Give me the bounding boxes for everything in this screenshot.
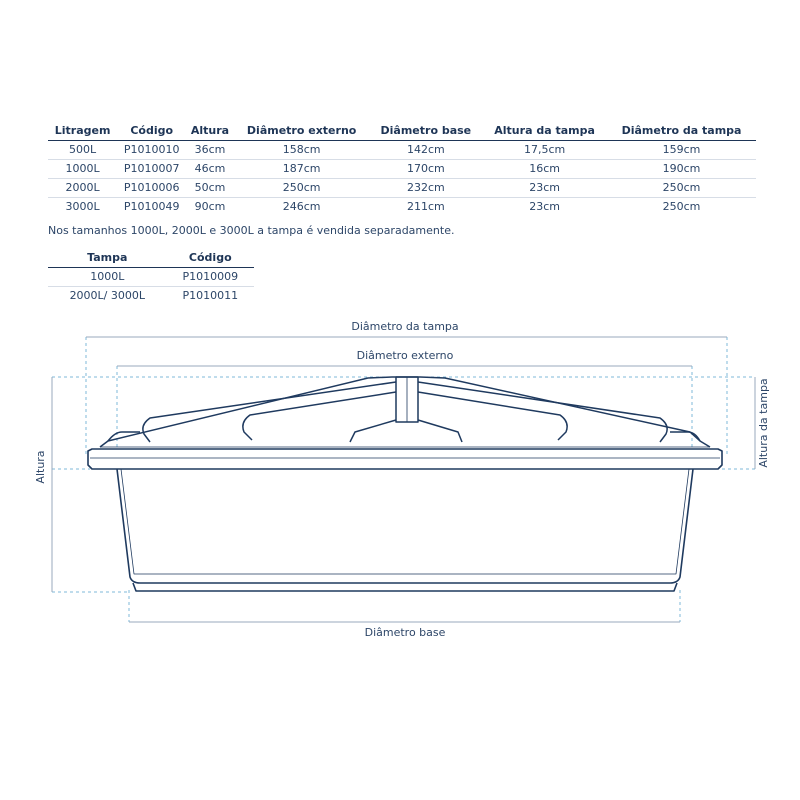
header-altura-tampa: Altura da tampa (482, 122, 607, 141)
cell-diametro-externo: 158cm (234, 141, 370, 160)
cell-tampa: 1000L (48, 268, 167, 287)
cell-diametro-base: 211cm (370, 198, 483, 217)
cell-litragem: 2000L (48, 179, 117, 198)
header-altura: Altura (186, 122, 233, 141)
lid-sold-separately-note: Nos tamanhos 1000L, 2000L e 3000L a tampa é vendida separadamente. (48, 224, 455, 237)
cell-tampa: 2000L/ 3000L (48, 287, 167, 306)
header-tampa: Tampa (48, 249, 167, 268)
cell-altura-tampa: 17,5cm (482, 141, 607, 160)
cell-codigo: P1010011 (167, 287, 254, 306)
cell-altura-tampa: 23cm (482, 198, 607, 217)
dimension-lines (52, 337, 755, 622)
label-height: Altura (34, 450, 47, 484)
cell-diametro-tampa: 250cm (607, 198, 756, 217)
label-external-diameter: Diâmetro externo (356, 349, 454, 362)
cell-altura-tampa: 16cm (482, 160, 607, 179)
header-codigo: Código (117, 122, 186, 141)
cell-codigo: P1010007 (117, 160, 186, 179)
rim-outer (88, 449, 722, 469)
header-codigo: Código (167, 249, 254, 268)
tank-lid (100, 377, 710, 447)
tank-wall (117, 469, 693, 583)
cell-altura: 90cm (186, 198, 233, 217)
dimension-guides (52, 337, 755, 622)
lid-rib (418, 392, 567, 440)
cell-diametro-base: 232cm (370, 179, 483, 198)
header-litragem: Litragem (48, 122, 117, 141)
cell-diametro-base: 142cm (370, 141, 483, 160)
label-lid-diameter: Diâmetro da tampa (351, 320, 459, 333)
cell-codigo: P1010010 (117, 141, 186, 160)
label-base-diameter: Diâmetro base (364, 626, 446, 639)
tank-inner-wall (121, 469, 689, 574)
cell-altura: 46cm (186, 160, 233, 179)
cell-altura: 36cm (186, 141, 233, 160)
lid-rib (350, 420, 396, 442)
label-lid-height: Altura da tampa (757, 378, 770, 468)
lid-rib (418, 420, 462, 442)
header-diametro-tampa: Diâmetro da tampa (607, 122, 756, 141)
cell-diametro-externo: 250cm (234, 179, 370, 198)
cell-diametro-tampa: 159cm (607, 141, 756, 160)
cell-codigo: P1010006 (117, 179, 186, 198)
header-diametro-externo: Diâmetro externo (234, 122, 370, 141)
cell-litragem: 1000L (48, 160, 117, 179)
cell-diametro-tampa: 190cm (607, 160, 756, 179)
tank-rim (88, 449, 722, 469)
tank-base-ring (133, 583, 677, 591)
header-diametro-base: Diâmetro base (370, 122, 483, 141)
cell-litragem: 500L (48, 141, 117, 160)
cell-diametro-externo: 246cm (234, 198, 370, 217)
cell-codigo: P1010009 (167, 268, 254, 287)
lid-rib (243, 392, 396, 440)
cell-litragem: 3000L (48, 198, 117, 217)
tank-body (117, 469, 693, 591)
cell-altura: 50cm (186, 179, 233, 198)
cell-diametro-base: 170cm (370, 160, 483, 179)
cell-diametro-externo: 187cm (234, 160, 370, 179)
cell-altura-tampa: 23cm (482, 179, 607, 198)
cell-codigo: P1010049 (117, 198, 186, 217)
cell-diametro-tampa: 250cm (607, 179, 756, 198)
